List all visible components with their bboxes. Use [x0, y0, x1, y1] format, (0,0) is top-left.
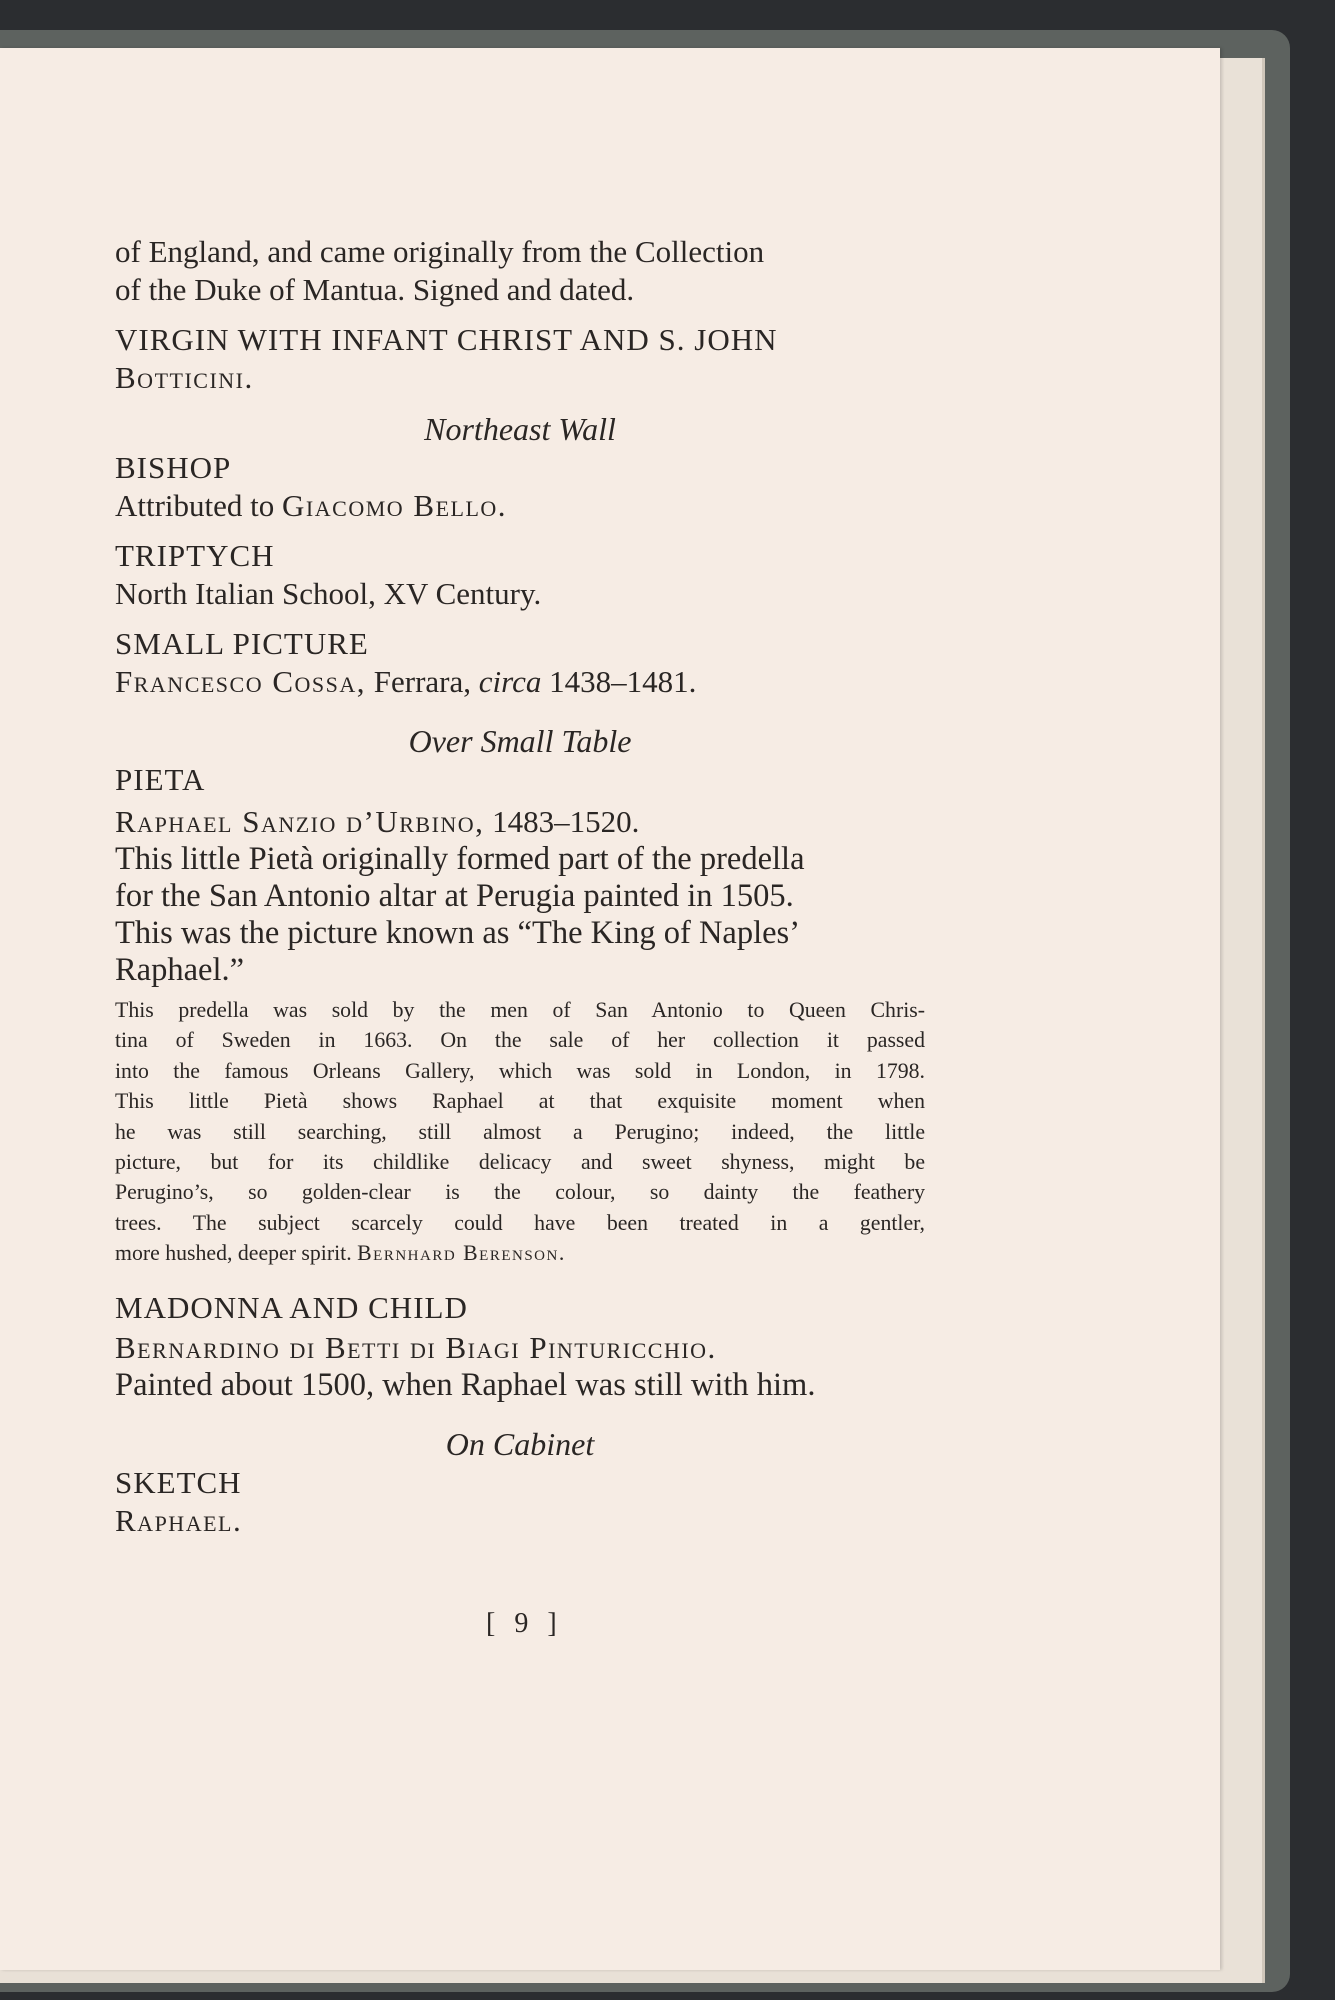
entry-title-virgin: VIRGIN WITH INFANT CHRIST AND S. JOHN [115, 322, 778, 357]
pieta-description-line: This little Pietà originally formed part of the predella [115, 841, 805, 877]
pieta-note-line: tina of Sweden in 1663. On the sale of her collection it passed [115, 1028, 925, 1053]
artist-prefix: Attributed to [115, 488, 283, 523]
pieta-note-line: Perugino’s, so golden-clear is the colour, so dainty the feathery [115, 1180, 925, 1205]
section-heading-over-small-table: Over Small Table [408, 723, 632, 759]
artist-dates: 1483–1520. [484, 804, 640, 839]
entry-detail-triptych: North Italian School, XV Century. [115, 576, 542, 611]
pieta-description-line: This was the picture known as “The King of Naples’ [115, 915, 801, 951]
section-heading-northeast-wall: Northeast Wall [424, 411, 616, 447]
pieta-note-line: he was still searching, still almost a Perugino; indeed, the little [115, 1119, 925, 1144]
pieta-note-line: This little Pietà shows Raphael at that exquisite moment when [115, 1089, 925, 1114]
entry-artist-bishop [115, 487, 925, 525]
pieta-note-line: picture, but for its childlike delicacy and sweet shyness, might be [115, 1150, 925, 1175]
pieta-description-line: Raphael.” [115, 952, 245, 988]
artist-dates: 1438–1481. [541, 664, 697, 699]
artist-name: Giacomo Bello. [282, 488, 508, 523]
entry-title-bishop: BISHOP [115, 450, 232, 485]
entry-artist-small-picture [115, 663, 925, 701]
page-content [115, 233, 925, 1540]
intro-line: of the Duke of Mantua. Signed and dated. [115, 272, 635, 307]
pieta-note-line: trees. The subject scarcely could have been treated in a gentler, [115, 1210, 925, 1235]
entry-artist-madonna: Bernardino di Betti di Biagi Pinturicchio. [115, 1329, 717, 1365]
artist-name: Francesco Cossa, [115, 664, 367, 699]
intro-line: of England, and came originally from the Collection [115, 234, 765, 269]
pieta-description-line: for the San Antonio altar at Perugia painted in 1505. [115, 878, 794, 914]
entry-title-small-picture: SMALL PICTURE [115, 626, 369, 661]
page-number: [ 9 ] [486, 1608, 563, 1639]
entry-title-pieta: PIETA [115, 762, 206, 797]
note-text: more hushed, deeper spirit. [115, 1241, 358, 1266]
pieta-note-line: into the famous Orleans Gallery, which was sold in London, in 1798. [115, 1058, 925, 1083]
entry-detail-madonna: Painted about 1500, when Raphael was still with him. [115, 1366, 816, 1403]
entry-artist-sketch: Raphael. [115, 1502, 243, 1538]
section-heading-on-cabinet: On Cabinet [445, 1425, 595, 1462]
book-page [0, 48, 1220, 1970]
pieta-note-line: This predella was sold by the men of San Antonio to Queen Chris- [115, 998, 925, 1022]
entry-title-madonna: MADONNA AND CHILD [115, 1289, 468, 1325]
pieta-note-last-line [115, 1238, 925, 1268]
circa-label: circa [478, 664, 542, 699]
artist-place: Ferrara, [366, 664, 479, 699]
entry-artist-pieta [115, 803, 925, 841]
entry-artist-virgin: Botticini. [115, 360, 254, 395]
entry-title-sketch: SKETCH [115, 1464, 242, 1500]
artist-name: Raphael Sanzio d’Urbino, [115, 804, 485, 839]
note-author: Bernhard Berenson. [357, 1241, 566, 1266]
entry-title-triptych: TRIPTYCH [115, 538, 275, 573]
